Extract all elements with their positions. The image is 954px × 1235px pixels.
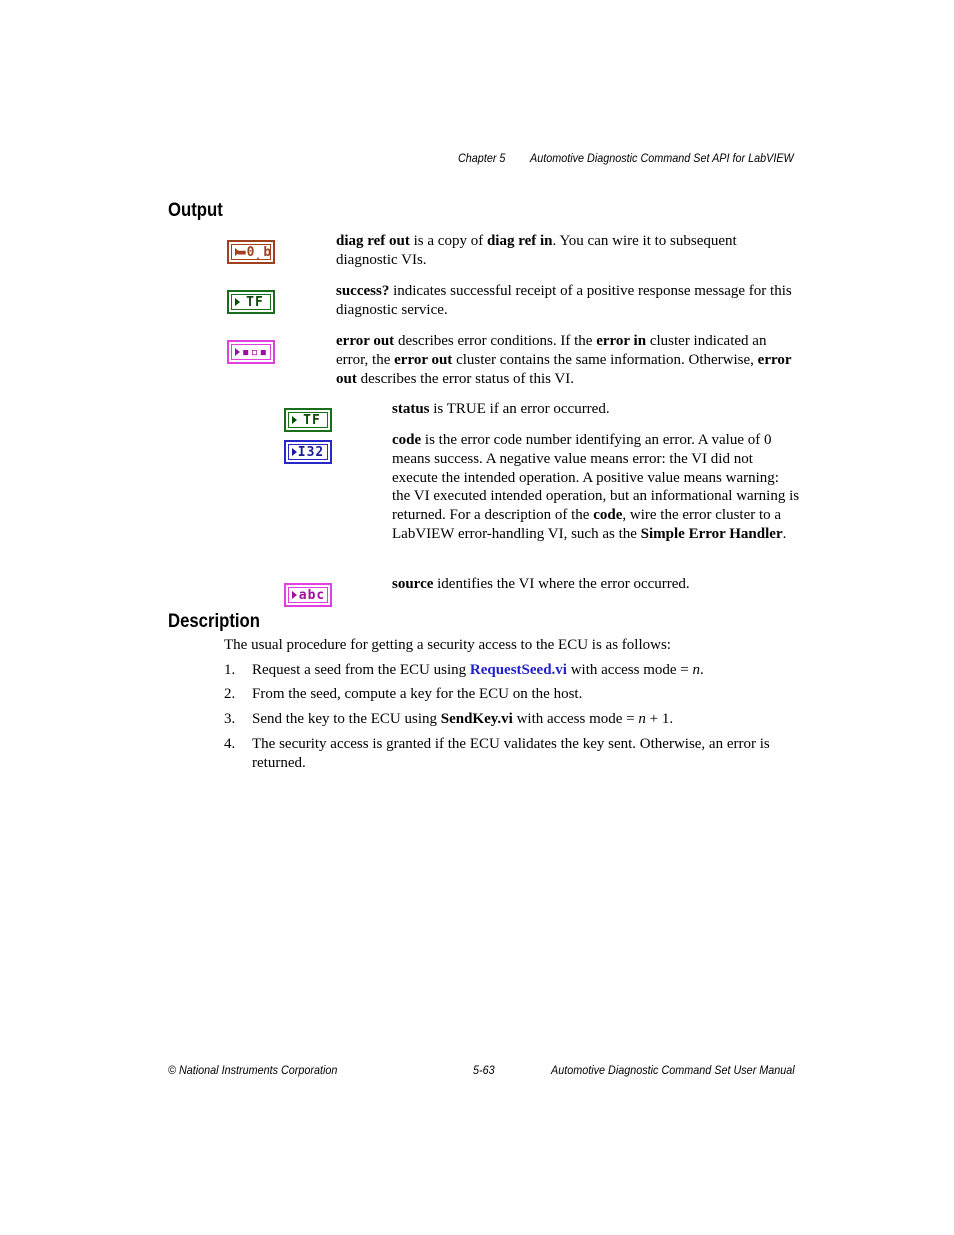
output-diag-ref-out-desc: diag ref out is a copy of diag ref in. You can wire it to subsequent diagnostic VIs. (336, 233, 737, 268)
footer-page-number: 5-63 (473, 1063, 495, 1077)
i32-terminal-icon: I32 (284, 440, 332, 464)
string-terminal-icon: abc (284, 583, 332, 607)
code-desc: code is the error code number identifying an error. A value of 0 means success. A negative value means error: the VI did not execute the intended operation. A positive value means warning: the VI executed intended operation, but an informational warning is returned. For a description of the code, wire the error cluster to a LabVIEW error-handling VI, such as the Simple Error Handler. (392, 432, 800, 542)
error-cluster-terminal-icon: ▪▫▪ (227, 340, 275, 364)
boolean-terminal-icon: TF (227, 290, 275, 314)
requestseed-link[interactable]: RequestSeed.vi (469, 662, 567, 678)
diag-ref-terminal-icon: ▬0̦b (227, 240, 275, 264)
footer-left: © National Instruments Corporation (168, 1063, 338, 1077)
footer-right: Automotive Diagnostic Command Set User Manual (551, 1063, 795, 1077)
header-chapter: Chapter 5 (458, 151, 506, 165)
output-success-desc: success? indicates successful receipt of a positive response message for this diagnostic service. (336, 283, 792, 318)
source-desc: source identifies the VI where the error occurred. (392, 576, 690, 592)
description-intro: The usual procedure for getting a security access to the ECU is as follows: (224, 637, 671, 653)
output-error-out-desc: error out describes error conditions. If the error in cluster indicated an error, the error out cluster contains the same information. Otherwise, error out describes the error status of this VI. (336, 333, 792, 387)
status-desc: status is TRUE if an error occurred. (392, 401, 610, 417)
output-heading: Output (168, 200, 223, 221)
header-title: Automotive Diagnostic Command Set API for LabVIEW (530, 151, 794, 165)
boolean-terminal-icon: TF (284, 408, 332, 432)
description-heading: Description (168, 611, 260, 632)
